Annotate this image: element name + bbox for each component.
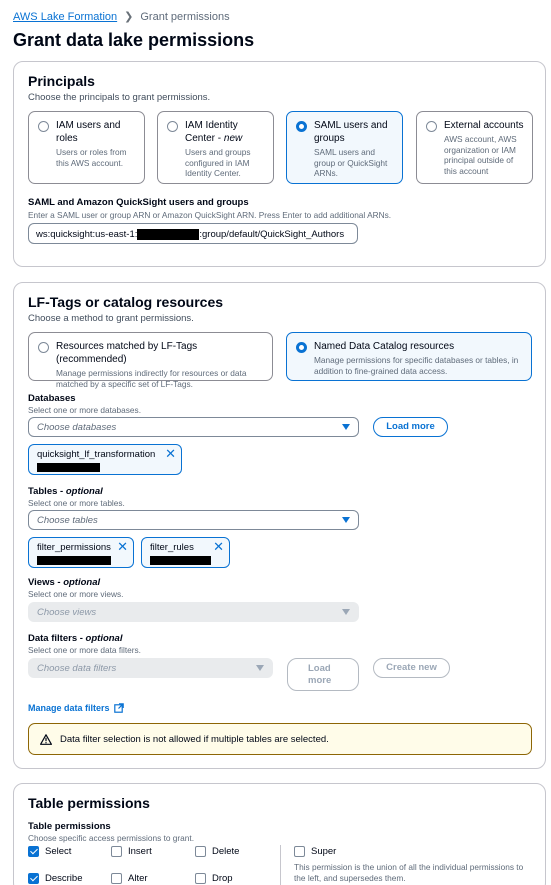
databases-placeholder: Choose databases bbox=[37, 422, 117, 433]
radio-selected-icon[interactable] bbox=[296, 121, 307, 132]
option-desc: Manage permissions indirectly for resources or data matched by a specific set of LF-Tags. bbox=[56, 368, 247, 389]
super-checkbox[interactable] bbox=[294, 846, 336, 857]
checkbox-checked-icon[interactable] bbox=[28, 846, 39, 857]
checkbox-label: Select bbox=[45, 846, 72, 857]
table-token bbox=[28, 537, 134, 568]
option-title-text: IAM Identity Center - bbox=[185, 120, 238, 144]
option-desc: Users and groups configured in IAM Identity Center. bbox=[185, 147, 251, 178]
checkbox-icon[interactable] bbox=[111, 846, 122, 857]
lf-tags-panel bbox=[13, 282, 546, 769]
super-description: This permission is the union of all the individual permissions to the left, and supersedes them. bbox=[294, 862, 524, 883]
token-label: quicksight_lf_transformation bbox=[37, 449, 156, 460]
checkbox-icon[interactable] bbox=[111, 873, 122, 884]
optional-tag: optional bbox=[85, 633, 123, 644]
checkbox-icon[interactable] bbox=[294, 846, 305, 857]
tables-label bbox=[28, 486, 103, 497]
data-filters-load-more-button[interactable] bbox=[287, 658, 359, 691]
option-title: Named Data Catalog resources bbox=[314, 341, 455, 352]
resources-by-lf-tags-option[interactable] bbox=[28, 332, 273, 389]
table-token bbox=[141, 537, 230, 568]
redacted-bar bbox=[37, 463, 100, 472]
data-filters-select[interactable] bbox=[28, 658, 273, 678]
optional-tag: optional bbox=[63, 577, 101, 588]
principals-panel bbox=[13, 61, 546, 267]
data-filters-desc: Select one or more data filters. bbox=[28, 645, 141, 655]
option-title: IAM users and roles bbox=[56, 120, 121, 144]
alter-checkbox[interactable] bbox=[111, 873, 148, 884]
saml-arn-input[interactable] bbox=[28, 223, 358, 244]
checkbox-icon[interactable] bbox=[195, 846, 206, 857]
arn-prefix: ws:quicksight:us-east-1: bbox=[36, 229, 138, 241]
principal-option-external-accounts[interactable] bbox=[416, 111, 533, 184]
checkbox-label: Super bbox=[311, 846, 337, 857]
option-title: SAML users and groups bbox=[314, 120, 388, 144]
external-link-icon bbox=[114, 703, 124, 713]
manage-data-filters-link[interactable] bbox=[28, 703, 124, 713]
arn-suffix: :group/default/QuickSight_Authors bbox=[199, 229, 345, 241]
tables-select[interactable] bbox=[28, 510, 359, 530]
checkbox-label: Drop bbox=[212, 873, 233, 884]
tables-label-text: Tables - bbox=[28, 486, 66, 497]
alert-message: Data filter selection is not allowed if multiple tables are selected. bbox=[60, 733, 329, 745]
views-placeholder: Choose views bbox=[37, 607, 97, 618]
table-permissions-desc: Choose specific access permissions to grant. bbox=[28, 833, 195, 843]
databases-label: Databases bbox=[28, 393, 76, 404]
describe-checkbox[interactable] bbox=[28, 873, 83, 884]
table-permissions-panel bbox=[13, 783, 546, 885]
page-title: Grant data lake permissions bbox=[13, 30, 255, 50]
database-token bbox=[28, 444, 182, 475]
lf-tags-description: Choose a method to grant permissions. bbox=[28, 313, 194, 324]
radio-icon[interactable] bbox=[38, 121, 49, 132]
table-permissions-title: Table permissions bbox=[28, 795, 150, 811]
redacted-bar bbox=[37, 556, 111, 565]
close-icon[interactable]: ✕ bbox=[165, 446, 176, 461]
lf-tags-title: LF-Tags or catalog resources bbox=[28, 294, 224, 310]
breadcrumb bbox=[13, 10, 230, 23]
warning-icon bbox=[40, 734, 52, 745]
views-label-text: Views - bbox=[28, 577, 64, 588]
principal-option-iam-users[interactable] bbox=[28, 111, 145, 184]
close-icon[interactable]: ✕ bbox=[213, 539, 224, 554]
databases-load-more-button[interactable]: Load more bbox=[373, 417, 448, 437]
token-label: filter_permissions bbox=[37, 542, 111, 553]
checkbox-label: Delete bbox=[212, 846, 240, 857]
close-icon[interactable]: ✕ bbox=[117, 539, 128, 554]
delete-checkbox[interactable] bbox=[195, 846, 239, 857]
optional-tag: optional bbox=[65, 486, 103, 497]
radio-icon[interactable] bbox=[167, 121, 178, 132]
load-more-label: Load more bbox=[308, 662, 332, 686]
checkbox-label: Alter bbox=[128, 873, 148, 884]
table-permissions-label: Table permissions bbox=[28, 821, 111, 832]
manage-link-label: Manage data filters bbox=[28, 703, 110, 713]
checkbox-icon[interactable] bbox=[195, 873, 206, 884]
principals-title: Principals bbox=[28, 73, 95, 89]
tables-placeholder: Choose tables bbox=[37, 515, 98, 526]
data-filters-label bbox=[28, 633, 123, 644]
databases-desc: Select one or more databases. bbox=[28, 405, 141, 415]
option-desc: Manage permissions for specific databases or tables, in addition to fine-grained data access. bbox=[314, 355, 519, 376]
breadcrumb-lake-formation-link[interactable]: AWS Lake Formation bbox=[13, 10, 118, 23]
breadcrumb-current: Grant permissions bbox=[140, 10, 230, 23]
redacted-account-id bbox=[137, 229, 199, 240]
data-filters-label-text: Data filters - bbox=[28, 633, 86, 644]
named-data-catalog-option[interactable] bbox=[286, 332, 532, 381]
chevron-right-icon: ❯ bbox=[124, 11, 134, 23]
checkbox-label: Insert bbox=[128, 846, 152, 857]
option-title: External accounts bbox=[444, 120, 524, 131]
principal-option-iam-identity-center[interactable] bbox=[157, 111, 274, 184]
radio-icon[interactable] bbox=[38, 342, 49, 353]
views-label bbox=[28, 577, 100, 588]
checkbox-checked-icon[interactable] bbox=[28, 873, 39, 884]
radio-icon[interactable] bbox=[426, 121, 437, 132]
checkbox-label: Describe bbox=[45, 873, 83, 884]
data-filters-placeholder: Choose data filters bbox=[37, 663, 117, 674]
create-new-filter-button[interactable]: Create new bbox=[373, 658, 450, 678]
databases-select[interactable] bbox=[28, 417, 359, 437]
tables-desc: Select one or more tables. bbox=[28, 498, 125, 508]
principal-option-saml[interactable] bbox=[286, 111, 403, 184]
redacted-bar bbox=[150, 556, 211, 565]
caret-down-icon bbox=[342, 424, 350, 430]
radio-selected-icon[interactable] bbox=[296, 342, 307, 353]
new-badge: new bbox=[223, 133, 243, 144]
select-checkbox[interactable] bbox=[28, 846, 71, 857]
caret-down-icon bbox=[342, 517, 350, 523]
option-desc: Users or roles from this AWS account. bbox=[56, 147, 127, 168]
saml-field-label: SAML and Amazon QuickSight users and groups bbox=[28, 197, 249, 208]
insert-checkbox[interactable] bbox=[111, 846, 152, 857]
option-title bbox=[185, 119, 265, 145]
drop-checkbox[interactable] bbox=[195, 873, 233, 884]
caret-down-icon bbox=[342, 609, 350, 615]
views-desc: Select one or more views. bbox=[28, 589, 124, 599]
caret-down-icon bbox=[256, 665, 264, 671]
option-desc: SAML users and group or QuickSight ARNs. bbox=[314, 147, 388, 178]
option-title: Resources matched by LF-Tags (recommended) bbox=[56, 341, 198, 365]
principals-description: Choose the principals to grant permissions. bbox=[28, 92, 211, 103]
views-select[interactable] bbox=[28, 602, 359, 622]
saml-field-desc: Enter a SAML user or group ARN or Amazon QuickSight ARN. Press Enter to add additional ARNs. bbox=[28, 210, 392, 220]
option-desc: AWS account, AWS organization or IAM principal outside of this account bbox=[444, 134, 517, 176]
token-label: filter_rules bbox=[150, 542, 194, 553]
divider bbox=[280, 845, 281, 885]
warning-alert bbox=[28, 723, 532, 755]
